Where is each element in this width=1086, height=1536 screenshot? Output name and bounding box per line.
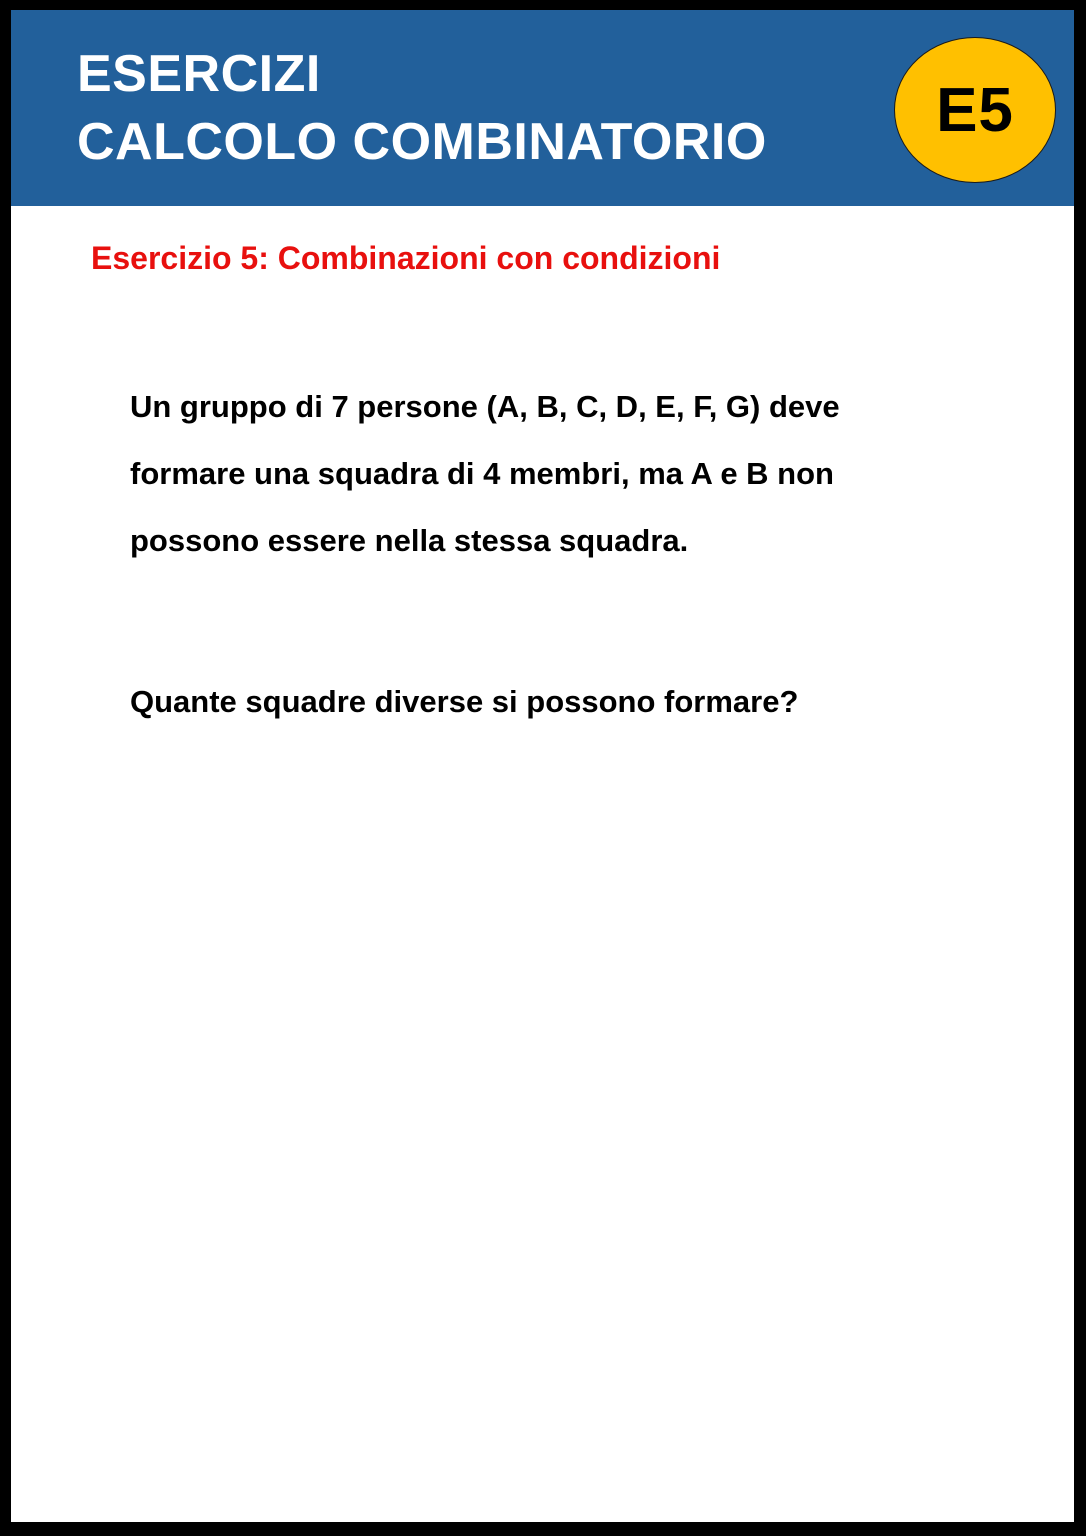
title-line-2: CALCOLO COMBINATORIO bbox=[77, 113, 767, 171]
exercise-question: Quante squadre diverse si possono formare? bbox=[130, 684, 799, 719]
title-line-1: ESERCIZI bbox=[77, 45, 321, 103]
worksheet-page bbox=[11, 10, 1074, 1522]
exercise-statement bbox=[130, 385, 990, 586]
statement-line: possono essere nella stessa squadra. bbox=[130, 523, 689, 558]
exercise-badge bbox=[894, 37, 1056, 183]
statement-line: Un gruppo di 7 persone (A, B, C, D, E, F, G) deve bbox=[130, 389, 840, 424]
badge-label: E5 bbox=[936, 75, 1014, 145]
exercise-subtitle: Esercizio 5: Combinazioni con condizioni bbox=[91, 240, 721, 276]
page-title bbox=[77, 40, 767, 176]
header-banner bbox=[11, 10, 1074, 206]
statement-line: formare una squadra di 4 membri, ma A e B non bbox=[130, 456, 834, 491]
